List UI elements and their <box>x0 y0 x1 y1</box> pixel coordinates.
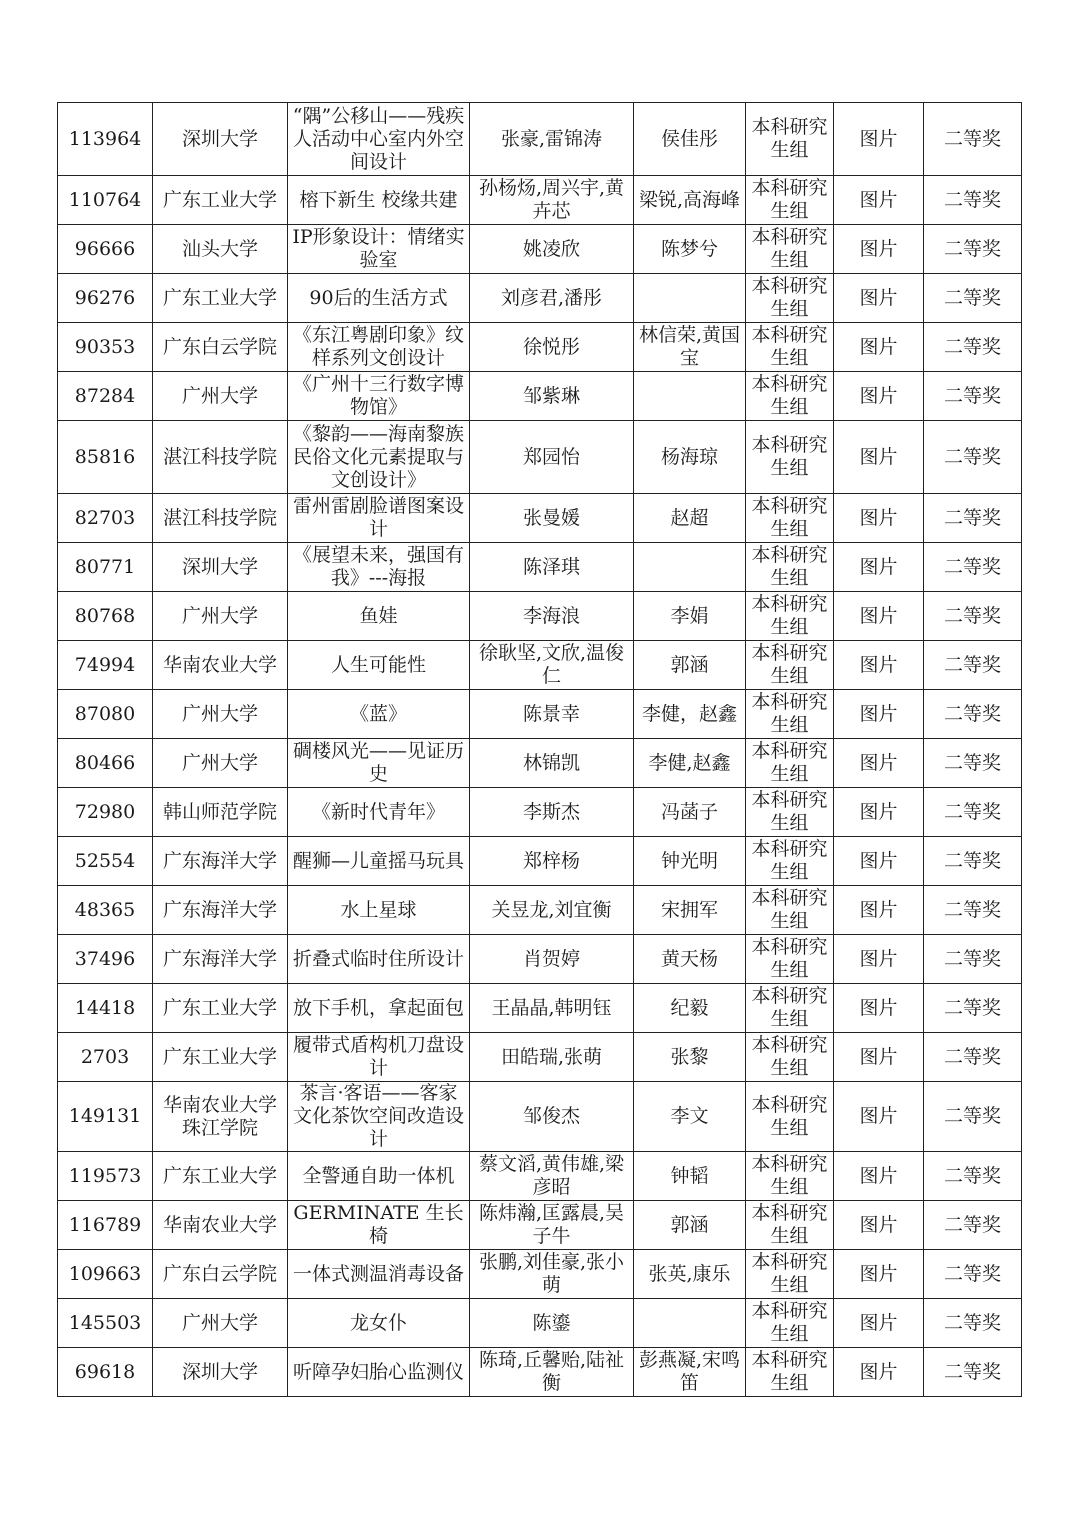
work-title-cell: 听障孕妇胎心监测仪 <box>288 1348 470 1397</box>
school-cell: 深圳大学 <box>153 543 288 592</box>
authors-cell: 王晶晶,韩明钰 <box>470 984 634 1033</box>
table-row <box>58 372 1022 421</box>
prize-cell: 二等奖 <box>924 641 1022 690</box>
school-cell: 广州大学 <box>153 1299 288 1348</box>
entry-id-cell: 145503 <box>58 1299 153 1348</box>
prize-cell: 二等奖 <box>924 1201 1022 1250</box>
authors-cell: 田皓瑞,张萌 <box>470 1033 634 1082</box>
group-cell: 本科研究生组 <box>746 372 834 421</box>
group-cell: 本科研究生组 <box>746 103 834 176</box>
prize-cell: 二等奖 <box>924 1348 1022 1397</box>
group-cell: 本科研究生组 <box>746 1082 834 1152</box>
authors-cell: 郑梓杨 <box>470 837 634 886</box>
entry-id-cell: 116789 <box>58 1201 153 1250</box>
advisors-cell: 黄天杨 <box>634 935 746 984</box>
type-cell: 图片 <box>834 1201 924 1250</box>
work-title-cell: 醒狮—儿童摇马玩具 <box>288 837 470 886</box>
entry-id-cell: 52554 <box>58 837 153 886</box>
type-cell: 图片 <box>834 323 924 372</box>
authors-cell: 陈鎏 <box>470 1299 634 1348</box>
table-row <box>58 421 1022 494</box>
type-cell: 图片 <box>834 592 924 641</box>
school-cell: 广东工业大学 <box>153 984 288 1033</box>
authors-cell: 徐耿坚,文欣,温俊仁 <box>470 641 634 690</box>
authors-cell: 张鹏,刘佳豪,张小萌 <box>470 1250 634 1299</box>
school-cell: 韩山师范学院 <box>153 788 288 837</box>
prize-cell: 二等奖 <box>924 788 1022 837</box>
school-cell: 广东海洋大学 <box>153 935 288 984</box>
school-cell: 深圳大学 <box>153 1348 288 1397</box>
prize-cell: 二等奖 <box>924 837 1022 886</box>
type-cell: 图片 <box>834 690 924 739</box>
entry-id-cell: 2703 <box>58 1033 153 1082</box>
school-cell: 广东工业大学 <box>153 176 288 225</box>
type-cell: 图片 <box>834 1250 924 1299</box>
prize-cell: 二等奖 <box>924 1082 1022 1152</box>
school-cell: 华南农业大学 <box>153 641 288 690</box>
group-cell: 本科研究生组 <box>746 421 834 494</box>
group-cell: 本科研究生组 <box>746 176 834 225</box>
group-cell: 本科研究生组 <box>746 1348 834 1397</box>
school-cell: 广东工业大学 <box>153 274 288 323</box>
advisors-cell: 钟光明 <box>634 837 746 886</box>
advisors-cell <box>634 1299 746 1348</box>
type-cell: 图片 <box>834 1082 924 1152</box>
type-cell: 图片 <box>834 494 924 543</box>
entry-id-cell: 74994 <box>58 641 153 690</box>
prize-cell: 二等奖 <box>924 935 1022 984</box>
advisors-cell: 郭涵 <box>634 1201 746 1250</box>
authors-cell: 孙杨炀,周兴宇,黄卉芯 <box>470 176 634 225</box>
advisors-cell: 宋拥军 <box>634 886 746 935</box>
group-cell: 本科研究生组 <box>746 1201 834 1250</box>
advisors-cell: 郭涵 <box>634 641 746 690</box>
school-cell: 深圳大学 <box>153 103 288 176</box>
advisors-cell: 赵超 <box>634 494 746 543</box>
table-row <box>58 1082 1022 1152</box>
work-title-cell: 折叠式临时住所设计 <box>288 935 470 984</box>
entry-id-cell: 149131 <box>58 1082 153 1152</box>
group-cell: 本科研究生组 <box>746 1299 834 1348</box>
school-cell: 湛江科技学院 <box>153 421 288 494</box>
school-cell: 广州大学 <box>153 372 288 421</box>
table-row <box>58 739 1022 788</box>
group-cell: 本科研究生组 <box>746 494 834 543</box>
work-title-cell: “隅”公移山——残疾人活动中心室内外空间设计 <box>288 103 470 176</box>
entry-id-cell: 110764 <box>58 176 153 225</box>
table-row <box>58 1299 1022 1348</box>
group-cell: 本科研究生组 <box>746 837 834 886</box>
group-cell: 本科研究生组 <box>746 641 834 690</box>
table-row <box>58 1250 1022 1299</box>
advisors-cell: 张黎 <box>634 1033 746 1082</box>
prize-cell: 二等奖 <box>924 323 1022 372</box>
work-title-cell: 全警通自助一体机 <box>288 1152 470 1201</box>
prize-cell: 二等奖 <box>924 1299 1022 1348</box>
advisors-cell <box>634 372 746 421</box>
type-cell: 图片 <box>834 788 924 837</box>
entry-id-cell: 96666 <box>58 225 153 274</box>
type-cell: 图片 <box>834 837 924 886</box>
table-row <box>58 1033 1022 1082</box>
prize-cell: 二等奖 <box>924 1152 1022 1201</box>
prize-cell: 二等奖 <box>924 690 1022 739</box>
advisors-cell: 彭燕凝,宋鸣笛 <box>634 1348 746 1397</box>
group-cell: 本科研究生组 <box>746 323 834 372</box>
prize-cell: 二等奖 <box>924 372 1022 421</box>
school-cell: 广州大学 <box>153 592 288 641</box>
type-cell: 图片 <box>834 372 924 421</box>
authors-cell: 关昱龙,刘宜衡 <box>470 886 634 935</box>
authors-cell: 陈景幸 <box>470 690 634 739</box>
table-row <box>58 1348 1022 1397</box>
work-title-cell: 《广州十三行数字博物馆》 <box>288 372 470 421</box>
table-row <box>58 225 1022 274</box>
entry-id-cell: 14418 <box>58 984 153 1033</box>
prize-cell: 二等奖 <box>924 225 1022 274</box>
group-cell: 本科研究生组 <box>746 886 834 935</box>
authors-cell: 郑园怡 <box>470 421 634 494</box>
type-cell: 图片 <box>834 421 924 494</box>
type-cell: 图片 <box>834 1299 924 1348</box>
advisors-cell: 林信荣,黄国宝 <box>634 323 746 372</box>
authors-cell: 陈炜瀚,匡露晨,吴子牛 <box>470 1201 634 1250</box>
work-title-cell: 鱼娃 <box>288 592 470 641</box>
authors-cell: 李斯杰 <box>470 788 634 837</box>
school-cell: 广东白云学院 <box>153 323 288 372</box>
school-cell: 广东海洋大学 <box>153 886 288 935</box>
type-cell: 图片 <box>834 984 924 1033</box>
entry-id-cell: 80771 <box>58 543 153 592</box>
prize-cell: 二等奖 <box>924 984 1022 1033</box>
entry-id-cell: 113964 <box>58 103 153 176</box>
work-title-cell: 茶言·客语——客家文化茶饮空间改造设计 <box>288 1082 470 1152</box>
school-cell: 湛江科技学院 <box>153 494 288 543</box>
table-row <box>58 176 1022 225</box>
table-row <box>58 641 1022 690</box>
entry-id-cell: 85816 <box>58 421 153 494</box>
authors-cell: 张曼媛 <box>470 494 634 543</box>
advisors-cell: 冯菡子 <box>634 788 746 837</box>
group-cell: 本科研究生组 <box>746 1033 834 1082</box>
group-cell: 本科研究生组 <box>746 543 834 592</box>
authors-cell: 陈泽琪 <box>470 543 634 592</box>
table-row <box>58 935 1022 984</box>
authors-cell: 李海浪 <box>470 592 634 641</box>
authors-cell: 张豪,雷锦涛 <box>470 103 634 176</box>
advisors-cell: 张英,康乐 <box>634 1250 746 1299</box>
advisors-cell <box>634 543 746 592</box>
work-title-cell: 龙女仆 <box>288 1299 470 1348</box>
work-title-cell: GERMINATE 生长椅 <box>288 1201 470 1250</box>
advisors-cell: 纪毅 <box>634 984 746 1033</box>
advisors-cell: 李健,赵鑫 <box>634 739 746 788</box>
entry-id-cell: 69618 <box>58 1348 153 1397</box>
school-cell: 汕头大学 <box>153 225 288 274</box>
advisors-cell: 钟韬 <box>634 1152 746 1201</box>
authors-cell: 刘彦君,潘彤 <box>470 274 634 323</box>
group-cell: 本科研究生组 <box>746 1250 834 1299</box>
table-row <box>58 323 1022 372</box>
type-cell: 图片 <box>834 641 924 690</box>
school-cell: 华南农业大学珠江学院 <box>153 1082 288 1152</box>
type-cell: 图片 <box>834 739 924 788</box>
prize-cell: 二等奖 <box>924 103 1022 176</box>
entry-id-cell: 80466 <box>58 739 153 788</box>
prize-cell: 二等奖 <box>924 421 1022 494</box>
type-cell: 图片 <box>834 1348 924 1397</box>
group-cell: 本科研究生组 <box>746 690 834 739</box>
school-cell: 华南农业大学 <box>153 1201 288 1250</box>
authors-cell: 蔡文滔,黄伟雄,梁彦昭 <box>470 1152 634 1201</box>
table-row <box>58 1152 1022 1201</box>
advisors-cell: 陈梦兮 <box>634 225 746 274</box>
work-title-cell: 《黎韵——海南黎族民俗文化元素提取与文创设计》 <box>288 421 470 494</box>
entry-id-cell: 72980 <box>58 788 153 837</box>
authors-cell: 徐悦彤 <box>470 323 634 372</box>
work-title-cell: 碉楼风光——见证历史 <box>288 739 470 788</box>
group-cell: 本科研究生组 <box>746 739 834 788</box>
work-title-cell: 《东江粤剧印象》纹样系列文创设计 <box>288 323 470 372</box>
table-row <box>58 886 1022 935</box>
school-cell: 广州大学 <box>153 690 288 739</box>
authors-cell: 姚凌欣 <box>470 225 634 274</box>
table-row <box>58 984 1022 1033</box>
advisors-cell: 侯佳彤 <box>634 103 746 176</box>
authors-cell: 林锦凯 <box>470 739 634 788</box>
type-cell: 图片 <box>834 225 924 274</box>
type-cell: 图片 <box>834 274 924 323</box>
type-cell: 图片 <box>834 103 924 176</box>
advisors-cell: 李娟 <box>634 592 746 641</box>
advisors-cell: 梁锐,高海峰 <box>634 176 746 225</box>
entry-id-cell: 82703 <box>58 494 153 543</box>
authors-cell: 邹紫琳 <box>470 372 634 421</box>
prize-cell: 二等奖 <box>924 1033 1022 1082</box>
table-row <box>58 788 1022 837</box>
group-cell: 本科研究生组 <box>746 984 834 1033</box>
table-row <box>58 1201 1022 1250</box>
awards-table <box>57 102 1022 1397</box>
prize-cell: 二等奖 <box>924 886 1022 935</box>
prize-cell: 二等奖 <box>924 274 1022 323</box>
prize-cell: 二等奖 <box>924 494 1022 543</box>
type-cell: 图片 <box>834 176 924 225</box>
work-title-cell: 《展望未来，强国有我》---海报 <box>288 543 470 592</box>
table-row <box>58 837 1022 886</box>
prize-cell: 二等奖 <box>924 739 1022 788</box>
school-cell: 广东白云学院 <box>153 1250 288 1299</box>
work-title-cell: 一体式测温消毒设备 <box>288 1250 470 1299</box>
entry-id-cell: 87284 <box>58 372 153 421</box>
work-title-cell: 《新时代青年》 <box>288 788 470 837</box>
entry-id-cell: 37496 <box>58 935 153 984</box>
group-cell: 本科研究生组 <box>746 1152 834 1201</box>
table-row <box>58 494 1022 543</box>
entry-id-cell: 90353 <box>58 323 153 372</box>
type-cell: 图片 <box>834 1152 924 1201</box>
prize-cell: 二等奖 <box>924 1250 1022 1299</box>
school-cell: 广东工业大学 <box>153 1033 288 1082</box>
entry-id-cell: 96276 <box>58 274 153 323</box>
advisors-cell: 李文 <box>634 1082 746 1152</box>
entry-id-cell: 109663 <box>58 1250 153 1299</box>
type-cell: 图片 <box>834 1033 924 1082</box>
advisors-cell <box>634 274 746 323</box>
table-row <box>58 592 1022 641</box>
work-title-cell: 榕下新生 校缘共建 <box>288 176 470 225</box>
group-cell: 本科研究生组 <box>746 788 834 837</box>
advisors-cell: 杨海琼 <box>634 421 746 494</box>
authors-cell: 肖贺婷 <box>470 935 634 984</box>
work-title-cell: 履带式盾构机刀盘设计 <box>288 1033 470 1082</box>
work-title-cell: IP形象设计：情绪实验室 <box>288 225 470 274</box>
entry-id-cell: 48365 <box>58 886 153 935</box>
school-cell: 广东海洋大学 <box>153 837 288 886</box>
authors-cell: 陈琦,丘馨贻,陆祉衡 <box>470 1348 634 1397</box>
group-cell: 本科研究生组 <box>746 592 834 641</box>
table-row <box>58 690 1022 739</box>
type-cell: 图片 <box>834 886 924 935</box>
prize-cell: 二等奖 <box>924 176 1022 225</box>
school-cell: 广东工业大学 <box>153 1152 288 1201</box>
table-row <box>58 103 1022 176</box>
prize-cell: 二等奖 <box>924 543 1022 592</box>
work-title-cell: 90后的生活方式 <box>288 274 470 323</box>
work-title-cell: 《蓝》 <box>288 690 470 739</box>
group-cell: 本科研究生组 <box>746 935 834 984</box>
table-row <box>58 274 1022 323</box>
entry-id-cell: 119573 <box>58 1152 153 1201</box>
work-title-cell: 放下手机，拿起面包 <box>288 984 470 1033</box>
entry-id-cell: 87080 <box>58 690 153 739</box>
group-cell: 本科研究生组 <box>746 274 834 323</box>
authors-cell: 邹俊杰 <box>470 1082 634 1152</box>
work-title-cell: 水上星球 <box>288 886 470 935</box>
work-title-cell: 雷州雷剧脸谱图案设计 <box>288 494 470 543</box>
advisors-cell: 李健，赵鑫 <box>634 690 746 739</box>
school-cell: 广州大学 <box>153 739 288 788</box>
type-cell: 图片 <box>834 543 924 592</box>
group-cell: 本科研究生组 <box>746 225 834 274</box>
entry-id-cell: 80768 <box>58 592 153 641</box>
table-row <box>58 543 1022 592</box>
work-title-cell: 人生可能性 <box>288 641 470 690</box>
type-cell: 图片 <box>834 935 924 984</box>
prize-cell: 二等奖 <box>924 592 1022 641</box>
